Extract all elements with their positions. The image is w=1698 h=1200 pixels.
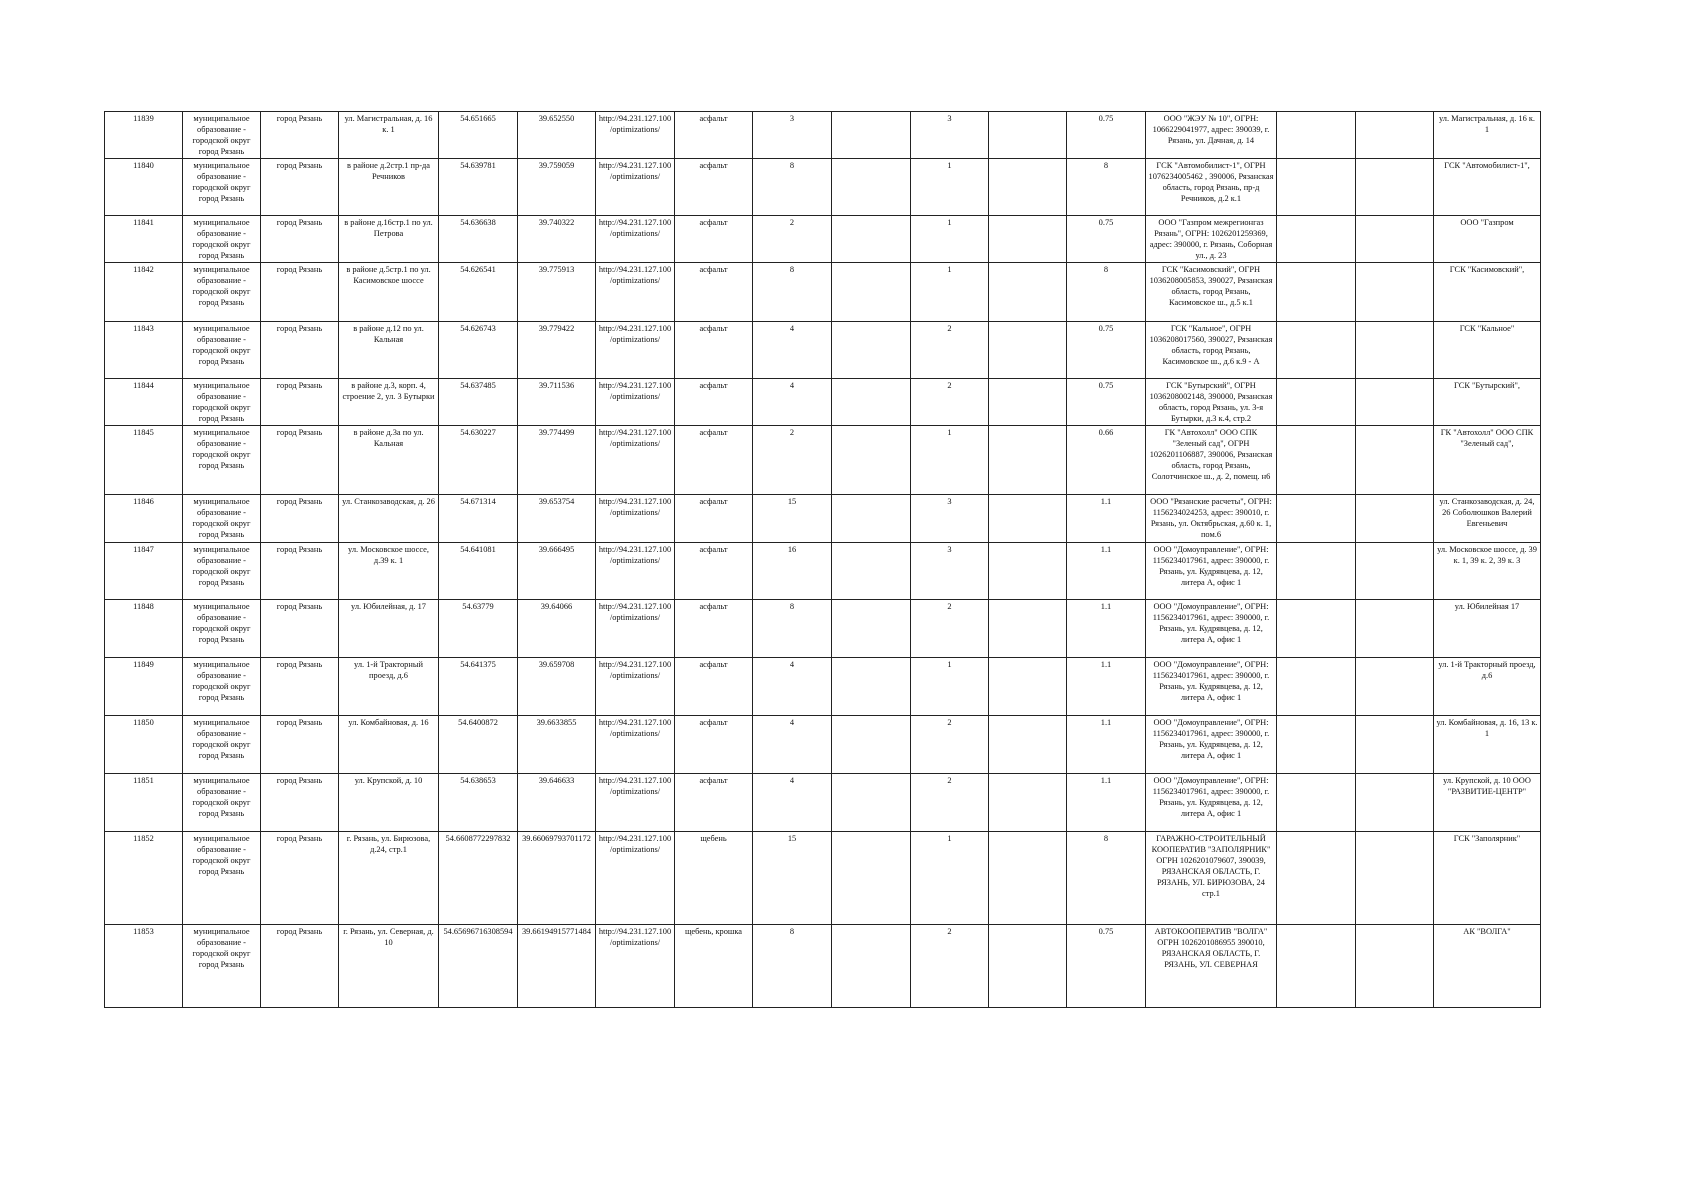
cell-capacity: 2 (911, 322, 989, 379)
cell-longitude: 39.711536 (518, 379, 596, 426)
cell-settlement: город Рязань (261, 379, 339, 426)
cell-empty-col-4 (1356, 112, 1434, 159)
cell-owner-info: ООО "Газпром межрегионгаз Рязань", ОГРН: 1026201259369, адрес: 390000, г. Рязань, Соборная ул., д. 23 (1146, 216, 1277, 263)
cell-link: http://94.231.127.100/optimizations/ (596, 832, 675, 925)
cell-longitude: 39.740322 (518, 216, 596, 263)
cell-volume: 1.1 (1067, 716, 1146, 774)
cell-record-number: 11843 (105, 322, 183, 379)
cell-empty-col-1 (832, 543, 911, 600)
table-row (105, 543, 1541, 600)
cell-longitude: 39.64066 (518, 600, 596, 658)
cell-sources: ГК "Автохолл" ООО СПК "Зеленый сад", (1434, 426, 1541, 495)
cell-empty-col-2 (989, 925, 1067, 1008)
cell-link: http://94.231.127.100/optimizations/ (596, 379, 675, 426)
cell-owner-info: ГСК "Касимовский", ОГРН 1036208005853, 390027, Рязанская область, город Рязань, Касимовское ш., д.5 к.1 (1146, 263, 1277, 322)
cell-capacity: 2 (911, 774, 989, 832)
cell-empty-col-2 (989, 263, 1067, 322)
cell-municipality: муниципальное образование - городской округ город Рязань (183, 774, 261, 832)
cell-latitude: 54.637485 (439, 379, 518, 426)
cell-sources: ГСК "Автомобилист-1", (1434, 159, 1541, 216)
cell-latitude: 54.626541 (439, 263, 518, 322)
cell-location-address: в районе д.16стр.1 по ул. Петрова (339, 216, 439, 263)
cell-volume: 0.66 (1067, 426, 1146, 495)
cell-area: 2 (753, 216, 832, 263)
cell-location-address: в районе д.3а по ул. Кальная (339, 426, 439, 495)
cell-capacity: 3 (911, 543, 989, 600)
cell-record-number: 11846 (105, 495, 183, 543)
cell-capacity: 1 (911, 159, 989, 216)
cell-location-address: в районе д.3, корп. 4, строение 2, ул. 3 Бутырки (339, 379, 439, 426)
cell-empty-col-4 (1356, 379, 1434, 426)
cell-link: http://94.231.127.100/optimizations/ (596, 658, 675, 716)
cell-owner-info: ООО "Домоуправление", ОГРН: 1156234017961, адрес: 390000, г. Рязань, ул. Кудрявцева, д. 12, литера А, офис 1 (1146, 543, 1277, 600)
cell-surface-type: асфальт (675, 716, 753, 774)
cell-link: http://94.231.127.100/optimizations/ (596, 543, 675, 600)
cell-location-address: в районе д.12 по ул. Кальная (339, 322, 439, 379)
cell-settlement: город Рязань (261, 322, 339, 379)
cell-latitude: 54.671314 (439, 495, 518, 543)
cell-empty-col-2 (989, 600, 1067, 658)
table-row (105, 263, 1541, 322)
cell-record-number: 11852 (105, 832, 183, 925)
cell-latitude: 54.651665 (439, 112, 518, 159)
cell-empty-col-2 (989, 832, 1067, 925)
cell-volume: 1.1 (1067, 543, 1146, 600)
cell-surface-type: асфальт (675, 774, 753, 832)
cell-area: 16 (753, 543, 832, 600)
cell-empty-col-4 (1356, 322, 1434, 379)
cell-settlement: город Рязань (261, 716, 339, 774)
table-row (105, 216, 1541, 263)
cell-surface-type: асфальт (675, 263, 753, 322)
cell-owner-info: ООО "Домоуправление", ОГРН: 1156234017961, адрес: 390000, г. Рязань, ул. Кудрявцева, д. 12, литера А, офис 1 (1146, 600, 1277, 658)
cell-link: http://94.231.127.100/optimizations/ (596, 716, 675, 774)
cell-location-address: в районе д.2стр.1 пр-да Речников (339, 159, 439, 216)
cell-latitude: 54.630227 (439, 426, 518, 495)
cell-empty-col-1 (832, 322, 911, 379)
cell-surface-type: асфальт (675, 379, 753, 426)
cell-volume: 0.75 (1067, 322, 1146, 379)
cell-empty-col-4 (1356, 832, 1434, 925)
cell-empty-col-1 (832, 426, 911, 495)
cell-municipality: муниципальное образование - городской округ город Рязань (183, 925, 261, 1008)
cell-volume: 8 (1067, 832, 1146, 925)
cell-empty-col-2 (989, 112, 1067, 159)
cell-link: http://94.231.127.100/optimizations/ (596, 426, 675, 495)
cell-empty-col-2 (989, 495, 1067, 543)
cell-owner-info: ГСК "Бутырский", ОГРН 1036208002148, 390000, Рязанская область, город Рязань, ул. 3-я Бутырки, д.3 к.4, стр.2 (1146, 379, 1277, 426)
table-row (105, 716, 1541, 774)
cell-volume: 8 (1067, 159, 1146, 216)
cell-location-address: ул. Магистральная, д. 16 к. 1 (339, 112, 439, 159)
cell-municipality: муниципальное образование - городской округ город Рязань (183, 379, 261, 426)
cell-owner-info: ООО "Домоуправление", ОГРН: 1156234017961, адрес: 390000, г. Рязань, ул. Кудрявцева, д. 12, литера А, офис 1 (1146, 716, 1277, 774)
cell-sources: ГСК "Заполярник" (1434, 832, 1541, 925)
cell-longitude: 39.652550 (518, 112, 596, 159)
cell-settlement: город Рязань (261, 426, 339, 495)
table-row (105, 832, 1541, 925)
cell-volume: 0.75 (1067, 216, 1146, 263)
cell-area: 4 (753, 322, 832, 379)
cell-link: http://94.231.127.100/optimizations/ (596, 322, 675, 379)
cell-surface-type: асфальт (675, 600, 753, 658)
cell-municipality: муниципальное образование - городской округ город Рязань (183, 658, 261, 716)
cell-volume: 1.1 (1067, 658, 1146, 716)
cell-volume: 0.75 (1067, 925, 1146, 1008)
cell-capacity: 1 (911, 658, 989, 716)
cell-record-number: 11842 (105, 263, 183, 322)
cell-empty-col-1 (832, 716, 911, 774)
cell-latitude: 54.63779 (439, 600, 518, 658)
table-row (105, 379, 1541, 426)
cell-longitude: 39.653754 (518, 495, 596, 543)
cell-sources: ул. Станкозаводская, д. 24, 26 Соболюшков Валерий Евгеньевич (1434, 495, 1541, 543)
cell-empty-col-4 (1356, 600, 1434, 658)
table-body (105, 112, 1541, 1008)
cell-empty-col-1 (832, 600, 911, 658)
cell-municipality: муниципальное образование - городской округ город Рязань (183, 216, 261, 263)
cell-capacity: 3 (911, 495, 989, 543)
cell-empty-col-3 (1277, 600, 1356, 658)
cell-volume: 1.1 (1067, 600, 1146, 658)
cell-settlement: город Рязань (261, 832, 339, 925)
cell-empty-col-2 (989, 658, 1067, 716)
cell-capacity: 1 (911, 263, 989, 322)
cell-capacity: 1 (911, 216, 989, 263)
cell-surface-type: асфальт (675, 658, 753, 716)
cell-empty-col-1 (832, 495, 911, 543)
cell-empty-col-3 (1277, 216, 1356, 263)
cell-link: http://94.231.127.100/optimizations/ (596, 925, 675, 1008)
cell-empty-col-2 (989, 543, 1067, 600)
cell-area: 4 (753, 658, 832, 716)
table-row (105, 495, 1541, 543)
cell-empty-col-3 (1277, 658, 1356, 716)
cell-record-number: 11847 (105, 543, 183, 600)
cell-empty-col-2 (989, 379, 1067, 426)
cell-record-number: 11851 (105, 774, 183, 832)
cell-empty-col-2 (989, 159, 1067, 216)
cell-surface-type: асфальт (675, 159, 753, 216)
cell-empty-col-1 (832, 832, 911, 925)
cell-empty-col-4 (1356, 925, 1434, 1008)
cell-area: 4 (753, 774, 832, 832)
cell-empty-col-2 (989, 774, 1067, 832)
cell-area: 3 (753, 112, 832, 159)
cell-settlement: город Рязань (261, 658, 339, 716)
cell-longitude: 39.774499 (518, 426, 596, 495)
cell-sources: ГСК "Кальное" (1434, 322, 1541, 379)
cell-area: 8 (753, 925, 832, 1008)
cell-empty-col-4 (1356, 216, 1434, 263)
cell-location-address: г. Рязань, ул. Северная, д. 10 (339, 925, 439, 1008)
cell-capacity: 2 (911, 600, 989, 658)
table-row (105, 322, 1541, 379)
table-row (105, 426, 1541, 495)
cell-empty-col-2 (989, 216, 1067, 263)
cell-owner-info: ГСК "Автомобилист-1", ОГРН 1076234005462 , 390006, Рязанская область, город Рязань, пр-д Речников, д.2 к.1 (1146, 159, 1277, 216)
cell-area: 15 (753, 495, 832, 543)
cell-area: 8 (753, 263, 832, 322)
cell-link: http://94.231.127.100/optimizations/ (596, 216, 675, 263)
cell-location-address: ул. Комбайновая, д. 16 (339, 716, 439, 774)
cell-empty-col-1 (832, 925, 911, 1008)
cell-record-number: 11850 (105, 716, 183, 774)
cell-owner-info: ООО "Домоуправление", ОГРН: 1156234017961, адрес: 390000, г. Рязань, ул. Кудрявцева, д. 12, литера А, офис 1 (1146, 658, 1277, 716)
cell-owner-info: ГСК "Кальное", ОГРН 1036208017560, 390027, Рязанская область, город Рязань, Касимовское ш., д.6 к.9 - А (1146, 322, 1277, 379)
cell-longitude: 39.66069793701172 (518, 832, 596, 925)
cell-longitude: 39.666495 (518, 543, 596, 600)
cell-municipality: муниципальное образование - городской округ город Рязань (183, 716, 261, 774)
cell-volume: 8 (1067, 263, 1146, 322)
cell-record-number: 11839 (105, 112, 183, 159)
cell-empty-col-4 (1356, 716, 1434, 774)
cell-empty-col-3 (1277, 925, 1356, 1008)
cell-link: http://94.231.127.100/optimizations/ (596, 263, 675, 322)
cell-surface-type: асфальт (675, 322, 753, 379)
cell-sources: ул. Комбайновая, д. 16, 13 к. 1 (1434, 716, 1541, 774)
cell-capacity: 1 (911, 426, 989, 495)
cell-record-number: 11840 (105, 159, 183, 216)
cell-empty-col-2 (989, 322, 1067, 379)
cell-sources: ул. Крупской, д. 10 ООО "РАЗВИТИЕ-ЦЕНТР" (1434, 774, 1541, 832)
cell-municipality: муниципальное образование - городской округ город Рязань (183, 543, 261, 600)
cell-record-number: 11845 (105, 426, 183, 495)
cell-latitude: 54.641081 (439, 543, 518, 600)
cell-sources: ул. 1-й Тракторный проезд, д.6 (1434, 658, 1541, 716)
cell-sources: ГСК "Касимовский", (1434, 263, 1541, 322)
cell-area: 8 (753, 600, 832, 658)
table-row (105, 925, 1541, 1008)
cell-area: 8 (753, 159, 832, 216)
cell-surface-type: щебень (675, 832, 753, 925)
cell-settlement: город Рязань (261, 112, 339, 159)
cell-municipality: муниципальное образование - городской округ город Рязань (183, 832, 261, 925)
cell-record-number: 11844 (105, 379, 183, 426)
cell-link: http://94.231.127.100/optimizations/ (596, 112, 675, 159)
cell-location-address: г. Рязань, ул. Бирюзова, д.24, стр.1 (339, 832, 439, 925)
cell-empty-col-3 (1277, 426, 1356, 495)
cell-longitude: 39.66194915771484 (518, 925, 596, 1008)
cell-link: http://94.231.127.100/optimizations/ (596, 159, 675, 216)
table-row (105, 658, 1541, 716)
registry-table (104, 111, 1541, 1008)
cell-location-address: ул. Станкозаводская, д. 26 (339, 495, 439, 543)
cell-latitude: 54.626743 (439, 322, 518, 379)
cell-surface-type: асфальт (675, 112, 753, 159)
cell-owner-info: ГК "Автохолл" ООО СПК "Зеленый сад", ОГРН 1026201106887, 390006, Рязанская область, город Рязань, Солотчинское ш., д. 2, помещ. н6 (1146, 426, 1277, 495)
cell-sources: ООО "Газпром (1434, 216, 1541, 263)
cell-empty-col-2 (989, 716, 1067, 774)
cell-surface-type: асфальт (675, 543, 753, 600)
cell-settlement: город Рязань (261, 159, 339, 216)
cell-link: http://94.231.127.100/optimizations/ (596, 495, 675, 543)
cell-empty-col-3 (1277, 112, 1356, 159)
cell-capacity: 2 (911, 716, 989, 774)
cell-owner-info: АВТОКООПЕРАТИВ "ВОЛГА" ОГРН 1026201086955 390010, РЯЗАНСКАЯ ОБЛАСТЬ, Г. РЯЗАНЬ, УЛ. СЕВЕРНАЯ (1146, 925, 1277, 1008)
cell-empty-col-1 (832, 112, 911, 159)
cell-longitude: 39.759059 (518, 159, 596, 216)
cell-municipality: муниципальное образование - городской округ город Рязань (183, 159, 261, 216)
cell-latitude: 54.639781 (439, 159, 518, 216)
cell-longitude: 39.775913 (518, 263, 596, 322)
cell-owner-info: ГАРАЖНО-СТРОИТЕЛЬНЫЙ КООПЕРАТИВ "ЗАПОЛЯРНИК" ОГРН 1026201079607, 390039, РЯЗАНСКАЯ ОБЛАСТЬ, Г. РЯЗАНЬ, УЛ. БИРЮЗОВА, 24 стр.1 (1146, 832, 1277, 925)
cell-location-address: в районе д.5стр.1 по ул. Касимовское шоссе (339, 263, 439, 322)
cell-empty-col-1 (832, 263, 911, 322)
cell-municipality: муниципальное образование - городской округ город Рязань (183, 495, 261, 543)
cell-empty-col-3 (1277, 495, 1356, 543)
cell-volume: 0.75 (1067, 379, 1146, 426)
cell-empty-col-3 (1277, 159, 1356, 216)
cell-volume: 0.75 (1067, 112, 1146, 159)
cell-empty-col-3 (1277, 716, 1356, 774)
cell-empty-col-3 (1277, 543, 1356, 600)
cell-settlement: город Рязань (261, 216, 339, 263)
cell-sources: ул. Юбилейная 17 (1434, 600, 1541, 658)
cell-settlement: город Рязань (261, 925, 339, 1008)
cell-latitude: 54.6400872 (439, 716, 518, 774)
cell-municipality: муниципальное образование - городской округ город Рязань (183, 112, 261, 159)
cell-latitude: 54.6608772297832 (439, 832, 518, 925)
cell-empty-col-1 (832, 774, 911, 832)
cell-location-address: ул. 1-й Тракторный проезд, д.6 (339, 658, 439, 716)
cell-settlement: город Рязань (261, 600, 339, 658)
cell-empty-col-4 (1356, 495, 1434, 543)
cell-surface-type: асфальт (675, 216, 753, 263)
cell-settlement: город Рязань (261, 774, 339, 832)
cell-empty-col-1 (832, 159, 911, 216)
cell-longitude: 39.659708 (518, 658, 596, 716)
cell-empty-col-4 (1356, 774, 1434, 832)
cell-area: 4 (753, 716, 832, 774)
cell-empty-col-3 (1277, 263, 1356, 322)
cell-link: http://94.231.127.100/optimizations/ (596, 774, 675, 832)
cell-location-address: ул. Московское шоссе, д.39 к. 1 (339, 543, 439, 600)
cell-sources: АК "ВОЛГА" (1434, 925, 1541, 1008)
cell-owner-info: ООО "ЖЭУ № 10", ОГРН: 1066229041977, адрес: 390039, г. Рязань, ул. Дачная, д. 14 (1146, 112, 1277, 159)
cell-record-number: 11849 (105, 658, 183, 716)
cell-sources: ГСК "Бутырский", (1434, 379, 1541, 426)
cell-settlement: город Рязань (261, 263, 339, 322)
cell-longitude: 39.779422 (518, 322, 596, 379)
cell-municipality: муниципальное образование - городской округ город Рязань (183, 426, 261, 495)
cell-surface-type: асфальт (675, 495, 753, 543)
cell-record-number: 11853 (105, 925, 183, 1008)
cell-municipality: муниципальное образование - городской округ город Рязань (183, 263, 261, 322)
table-row (105, 159, 1541, 216)
cell-capacity: 2 (911, 925, 989, 1008)
cell-volume: 1.1 (1067, 774, 1146, 832)
cell-area: 15 (753, 832, 832, 925)
cell-record-number: 11841 (105, 216, 183, 263)
cell-volume: 1.1 (1067, 495, 1146, 543)
cell-surface-type: асфальт (675, 426, 753, 495)
cell-owner-info: ООО "Домоуправление", ОГРН: 1156234017961, адрес: 390000, г. Рязань, ул. Кудрявцева, д. 12, литера А, офис 1 (1146, 774, 1277, 832)
cell-area: 4 (753, 379, 832, 426)
cell-empty-col-4 (1356, 263, 1434, 322)
cell-empty-col-1 (832, 658, 911, 716)
cell-latitude: 54.65696716308594 (439, 925, 518, 1008)
cell-empty-col-3 (1277, 379, 1356, 426)
cell-empty-col-3 (1277, 832, 1356, 925)
cell-empty-col-3 (1277, 322, 1356, 379)
cell-longitude: 39.646633 (518, 774, 596, 832)
cell-empty-col-3 (1277, 774, 1356, 832)
cell-empty-col-1 (832, 379, 911, 426)
cell-settlement: город Рязань (261, 495, 339, 543)
cell-municipality: муниципальное образование - городской округ город Рязань (183, 600, 261, 658)
cell-empty-col-4 (1356, 426, 1434, 495)
table-row (105, 774, 1541, 832)
cell-owner-info: ООО "Рязанские расчеты", ОГРН: 1156234024253, адрес: 390010, г. Рязань, ул. Октябрьская, д.60 к. 1, пом.6 (1146, 495, 1277, 543)
cell-capacity: 3 (911, 112, 989, 159)
cell-empty-col-4 (1356, 543, 1434, 600)
cell-location-address: ул. Юбилейная, д. 17 (339, 600, 439, 658)
cell-sources: ул. Московское шоссе, д. 39 к. 1, 39 к. 2, 39 к. 3 (1434, 543, 1541, 600)
cell-empty-col-4 (1356, 159, 1434, 216)
cell-empty-col-1 (832, 216, 911, 263)
cell-longitude: 39.6633855 (518, 716, 596, 774)
cell-capacity: 1 (911, 832, 989, 925)
cell-link: http://94.231.127.100/optimizations/ (596, 600, 675, 658)
cell-latitude: 54.636638 (439, 216, 518, 263)
cell-location-address: ул. Крупской, д. 10 (339, 774, 439, 832)
cell-surface-type: щебень, крошка (675, 925, 753, 1008)
cell-empty-col-4 (1356, 658, 1434, 716)
table-row (105, 112, 1541, 159)
cell-empty-col-2 (989, 426, 1067, 495)
cell-capacity: 2 (911, 379, 989, 426)
cell-area: 2 (753, 426, 832, 495)
cell-record-number: 11848 (105, 600, 183, 658)
cell-sources: ул. Магистральная, д. 16 к. 1 (1434, 112, 1541, 159)
cell-latitude: 54.641375 (439, 658, 518, 716)
table-row (105, 600, 1541, 658)
cell-latitude: 54.638653 (439, 774, 518, 832)
cell-settlement: город Рязань (261, 543, 339, 600)
cell-municipality: муниципальное образование - городской округ город Рязань (183, 322, 261, 379)
